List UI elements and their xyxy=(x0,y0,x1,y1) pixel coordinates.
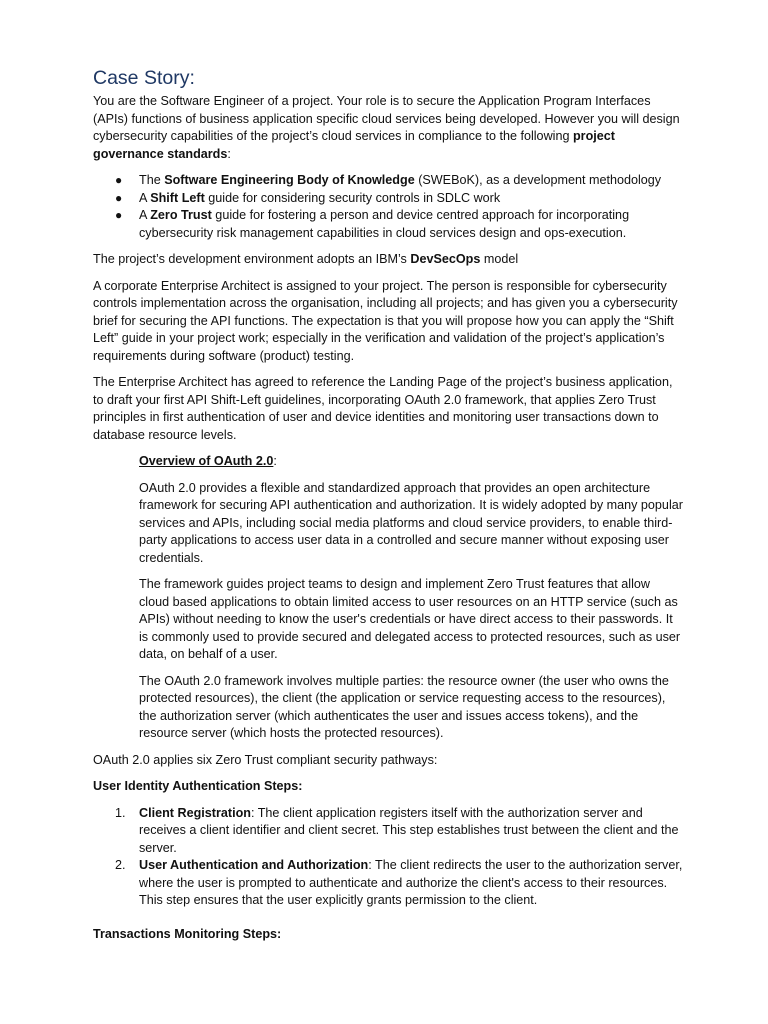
item-bold: Zero Trust xyxy=(150,208,212,222)
intro-text: You are the Software Engineer of a project. Your role is to secure the Application Program Interfaces (APIs) functions of business application specific cloud services being developed. However you will design cybersecurity capabilities of the project’s cloud services in compliance to the following xyxy=(93,94,680,143)
pathways-paragraph: OAuth 2.0 applies six Zero Trust compliant security pathways: xyxy=(93,752,438,767)
item-pre: A xyxy=(139,190,151,205)
item-pre: The xyxy=(139,173,165,187)
item-bold: Software Engineering Body of Knowledge xyxy=(164,173,415,187)
overview-paragraph-3: The OAuth 2.0 framework involves multiple parties: the resource owner (the user who owns the protected resources), the client (the application or service requesting access to the resources), the authorization server (which authenticates the user and issues access tokens), and the resource server (which hosts the protected resources). xyxy=(139,673,669,740)
devsecops-pre: The project’s development environment adopts an IBM’s xyxy=(93,252,411,266)
list-item xyxy=(93,857,683,910)
page-title: Case Story: xyxy=(93,67,195,89)
overview-heading-text: Overview of OAuth 2.0 xyxy=(139,454,274,468)
document-page xyxy=(93,64,683,952)
step-text: : The client redirects the user to the authorization server, where the user is prompted to authenticate and authorize the client's access to their resources. This step ensures that the user explicitly grants permission to the client. xyxy=(139,858,683,907)
overview-paragraph-1: OAuth 2.0 provides a flexible and standardized approach that provides an open architecture framework for securing API authentication and authorization. It is widely adopted by many popular services and APIs, including social media platforms and cloud service providers, to enable third-party applications to access user data in a controlled and secure manner without exposing user credentials. xyxy=(139,480,683,565)
step-text: : The client application registers itself with the authorization server and receives a client identifier and client secret. This step establishes trust between the client and the server. xyxy=(139,805,679,855)
list-item xyxy=(93,805,683,858)
transactions-heading: Transactions Monitoring Steps: xyxy=(93,926,282,941)
step-number: 1. xyxy=(115,805,126,820)
step-number: 2. xyxy=(115,858,126,872)
step-title: Client Registration xyxy=(139,805,251,820)
bullet-icon: ● xyxy=(115,173,123,187)
bullet-icon: ● xyxy=(115,208,123,222)
architect-paragraph: A corporate Enterprise Architect is assigned to your project. The person is responsible for cybersecurity controls implementation across the organisation, including all projects; and has given you a cybersecurity brief for securing the API functions. The expectation is that you will propose how you can apply the “Shift Left” guide in your project work; especially in the verification and validation of the project’s application’s requirements during software (product) testing. xyxy=(93,278,678,363)
step-title: User Authentication and Authorization xyxy=(139,858,369,872)
user-auth-heading: User Identity Authentication Steps: xyxy=(93,779,303,793)
overview-heading-end: : xyxy=(273,454,277,468)
devsecops-bold: DevSecOps xyxy=(410,252,481,266)
item-bold: Shift Left xyxy=(150,190,205,205)
overview-heading xyxy=(139,453,683,471)
intro-paragraph xyxy=(93,93,683,163)
intro-bold: project governance standards xyxy=(93,129,615,161)
devsecops-post: model xyxy=(480,252,519,266)
standards-list xyxy=(93,172,683,242)
bullet-icon: ● xyxy=(115,190,123,205)
landing-paragraph: The Enterprise Architect has agreed to reference the Landing Page of the project’s business application, to draft your first API Shift-Left guidelines, incorporating OAuth 2.0 framework, that applies Zero Trust principles in first authentication of user and device identities and monitoring user transactions down to database resource levels. xyxy=(93,375,673,442)
list-item xyxy=(93,190,683,208)
intro-end: : xyxy=(227,146,231,161)
devsecops-paragraph xyxy=(93,251,683,269)
list-item xyxy=(93,172,683,190)
item-post: guide for fostering a person and device centred approach for incorporating cybersecurity risk management capabilities in cloud services design and ops-execution. xyxy=(139,208,630,240)
item-post: (SWEBoK), as a development methodology xyxy=(414,173,662,187)
list-item xyxy=(93,207,683,242)
user-auth-steps xyxy=(93,805,683,910)
overview-paragraph-2: The framework guides project teams to design and implement Zero Trust features that allow cloud based applications to obtain limited access to user resources on an HTTP service (such as APIs) without needing to know the user's credentials or have direct access to their passwords. It is commonly used to provide secured and delegated access to protected resources, such as user data, on behalf of a user. xyxy=(139,577,681,661)
item-post: guide for considering security controls in SDLC work xyxy=(204,190,501,205)
oauth-overview-section xyxy=(139,453,683,743)
item-pre: A xyxy=(139,208,151,222)
